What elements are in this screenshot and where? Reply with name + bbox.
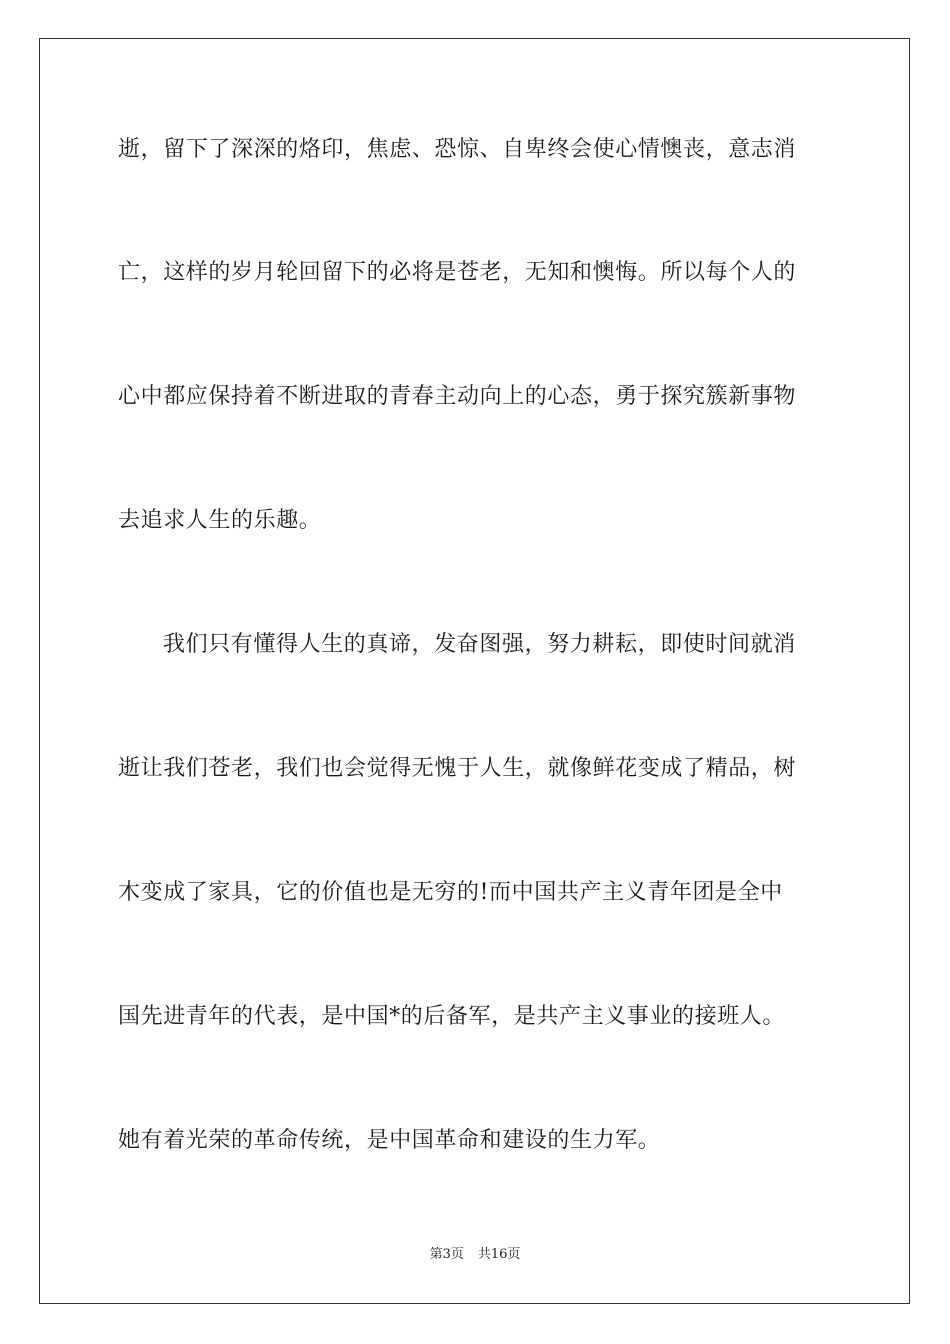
body-text-line: 亡，这样的岁月轮回留下的必将是苍老，无知和懊悔。所以每个人的: [118, 260, 797, 285]
body-text-line: 去追求人生的乐趣。: [118, 508, 322, 533]
body-text-line: 国先进青年的代表，是中国*的后备军，是共产主义事业的接班人。: [118, 1004, 786, 1029]
paragraph-first-line: 我们只有懂得人生的真谛，发奋图强，努力耕耘，即使时间就消: [163, 632, 796, 657]
body-text-line: 木变成了家具，它的价值也是无穷的!而中国共产主义青年团是全中: [118, 880, 783, 905]
page-number: 第3页: [429, 1247, 464, 1262]
page-border: [39, 38, 910, 1304]
page-total: 共16页: [477, 1247, 521, 1262]
body-text-line: 她有着光荣的革命传统，是中国革命和建设的生力军。: [118, 1128, 661, 1153]
body-text-line: 心中都应保持着不断进取的青春主动向上的心态，勇于探究簇新事物: [118, 384, 797, 409]
page-footer: [0, 1246, 950, 1264]
body-text-line: 逝让我们苍老，我们也会觉得无愧于人生，就像鲜花变成了精品，树: [118, 756, 797, 781]
body-text-line: 逝，留下了深深的烙印，焦虑、恐惊、自卑终会使心情懊丧，意志消: [118, 137, 797, 162]
